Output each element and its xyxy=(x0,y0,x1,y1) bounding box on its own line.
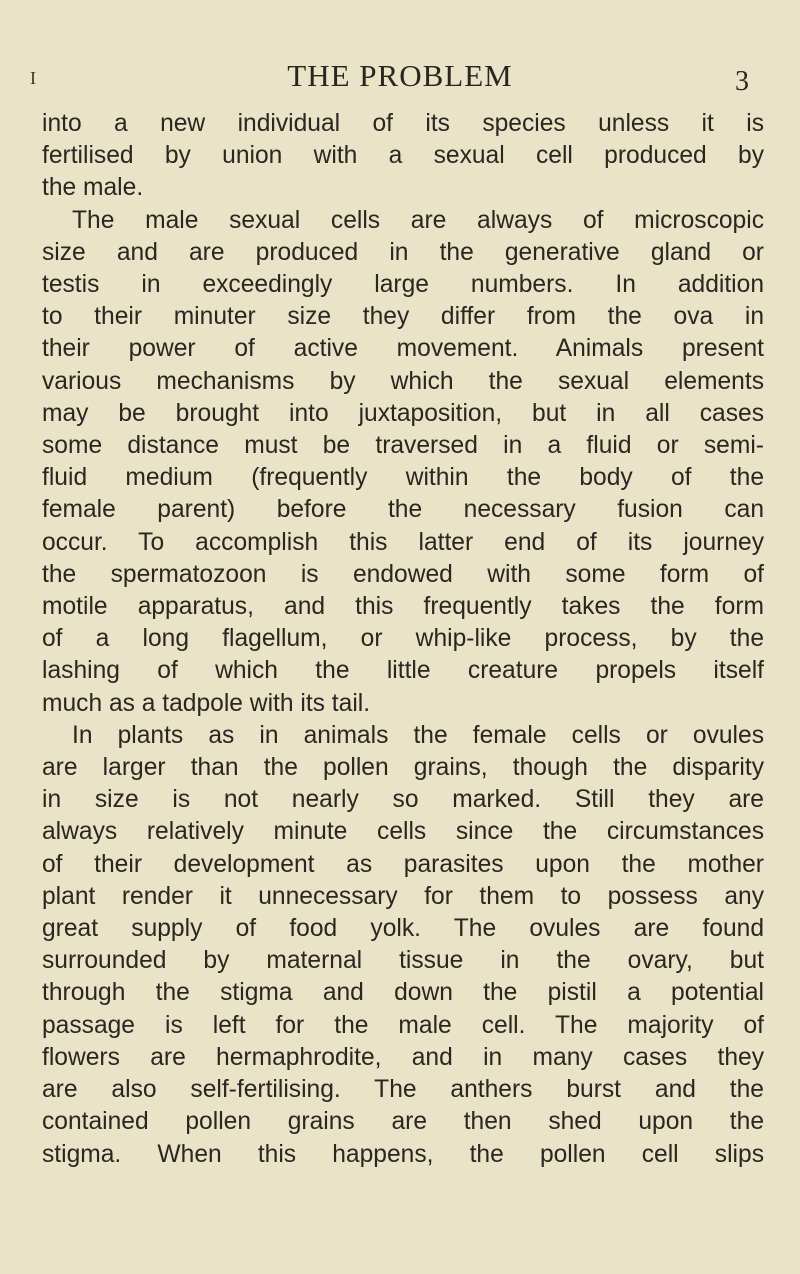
text-line: testis in exceedingly large numbers. In addition xyxy=(42,271,764,299)
text-line: through the stigma and down the pistil a potential xyxy=(42,979,764,1007)
text-line: into a new individual of its species unless it is xyxy=(42,110,764,137)
text-line: occur. To accomplish this latter end of its journey xyxy=(42,528,764,556)
text-line: contained pollen grains are then shed upon the xyxy=(42,1108,764,1136)
text-line: their power of active movement. Animals present xyxy=(42,335,764,363)
text-line: of a long flagellum, or whip-like process, by the xyxy=(42,625,764,653)
text-line: in size is not nearly so marked. Still they are xyxy=(42,786,764,814)
text-line: motile apparatus, and this frequently takes the form xyxy=(42,593,764,621)
chapter-number: I xyxy=(30,68,36,88)
page-header xyxy=(0,58,800,98)
text-line: flowers are hermaphrodite, and in many cases they xyxy=(42,1043,764,1071)
text-line: to their minuter size they differ from the ova in xyxy=(42,303,764,331)
text-line: of their development as parasites upon the mother xyxy=(42,850,764,878)
text-line: the male. xyxy=(42,174,144,202)
text-line: the spermatozoon is endowed with some form of xyxy=(42,560,764,588)
text-line: size and are produced in the generative gland or xyxy=(42,238,764,266)
text-line: may be brought into juxtaposition, but in all cases xyxy=(42,399,764,427)
text-line: surrounded by maternal tissue in the ovary, but xyxy=(42,947,764,975)
text-line: always relatively minute cells since the circumstances xyxy=(42,818,764,846)
text-line: are also self-fertilising. The anthers burst and the xyxy=(42,1076,764,1104)
paragraph xyxy=(42,205,764,720)
text-line: are larger than the pollen grains, though the disparity xyxy=(42,754,764,782)
text-line: fertilised by union with a sexual cell produced by xyxy=(42,142,764,170)
text-line: some distance must be traversed in a fluid or semi- xyxy=(42,432,764,460)
text-line: various mechanisms by which the sexual elements xyxy=(42,367,764,395)
text-line: much as a tadpole with its tail. xyxy=(42,689,371,717)
text-line: stigma. When this happens, the pollen cell slips xyxy=(42,1140,764,1168)
text-line: female parent) before the necessary fusion can xyxy=(42,496,764,524)
text-line: The male sexual cells are always of microscopic xyxy=(72,206,764,234)
running-title: THE PROBLEM xyxy=(287,58,513,93)
text-line: passage is left for the male cell. The majority of xyxy=(42,1011,764,1039)
page-number: 3 xyxy=(735,66,749,97)
text-line: fluid medium (frequently within the body of the xyxy=(42,464,764,492)
body-text xyxy=(42,108,764,1171)
text-line: great supply of food yolk. The ovules are found xyxy=(42,915,764,943)
text-line: In plants as in animals the female cells or ovules xyxy=(72,721,764,749)
paragraph xyxy=(42,720,764,1171)
paragraph xyxy=(42,108,764,205)
text-line: lashing of which the little creature propels itself xyxy=(42,657,764,685)
text-line: plant render it unnecessary for them to possess any xyxy=(42,882,764,910)
